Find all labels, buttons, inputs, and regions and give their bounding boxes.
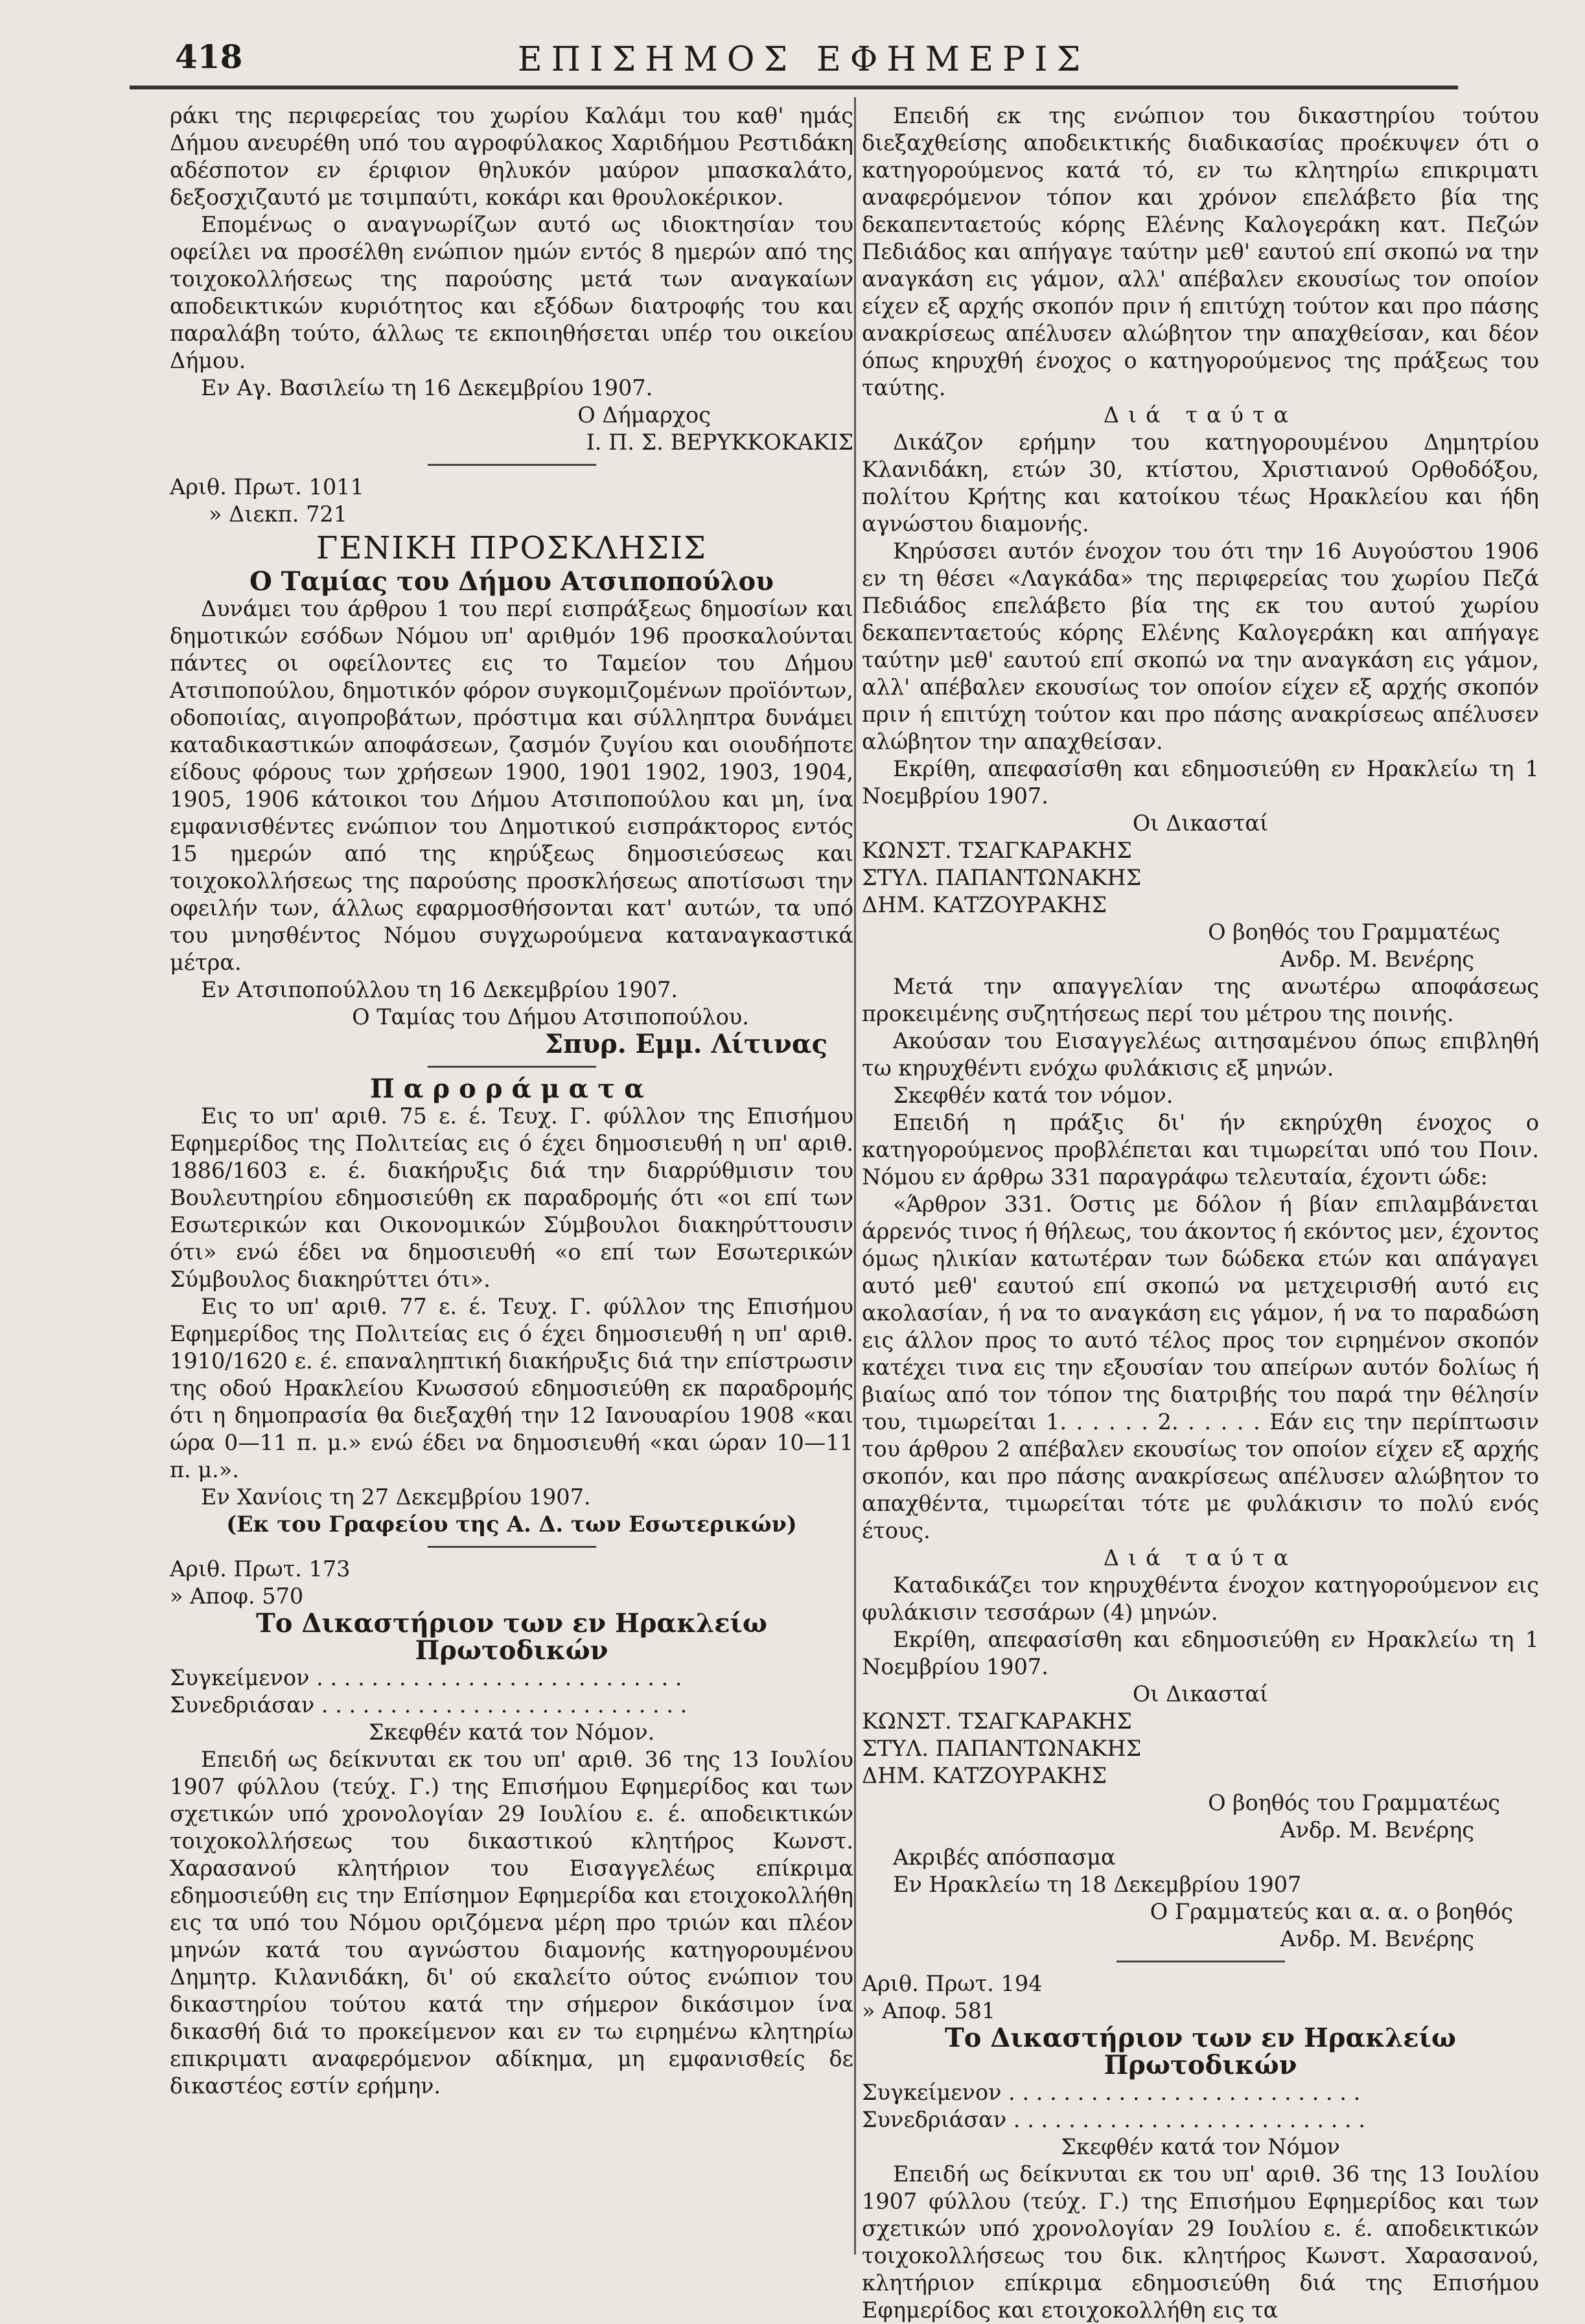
source-note: (Εκ του Γραφείου της Α. Δ. των Εσωτερικών) xyxy=(226,1512,797,1537)
paragraph: Εκρίθη, απεφασίσθη και εδημοσιεύθη εν Ηρακλείω τη 1 Νοεμβρίου 1907. xyxy=(862,1627,1539,1679)
judge-name: ΔΗΜ. ΚΑΤΖΟΥΡΑΚΗΣ xyxy=(862,1763,1107,1788)
considered-line: Σκεφθέν κατά τον Νόμον. xyxy=(368,1720,655,1745)
clerk-title: Ο βοηθός του Γραμματέως xyxy=(1208,919,1500,945)
clerk-name: Ανδρ. Μ. Βενέρης xyxy=(1280,1926,1474,1951)
paragraph: Επειδή η πράξις δι' ήν εκηρύχθη ένοχος ο κατηγορούμενος προβλέπεται και τιμωρείται υπό του Ποιν. Νόμου εν άρθρω 331 παραγράφω τελευταία, έχοντι ώδε: xyxy=(862,1110,1539,1190)
decision-number: » Αποφ. 570 xyxy=(170,1583,304,1609)
column-divider xyxy=(854,97,856,2255)
judge-name: ΣΤΥΛ. ΠΑΠΑΝΤΩΝΑΚΗΣ xyxy=(862,865,1142,890)
dateline: Εν Ατσιποπούλλου τη 16 Δεκεμβρίου 1907. xyxy=(201,977,678,1002)
section-heading: Διά ταύτα xyxy=(1103,1545,1298,1570)
dispatch-number: » Διεκπ. 721 xyxy=(209,501,348,527)
decision-number: » Αποφ. 581 xyxy=(862,1998,996,2023)
judge-name: ΣΤΥΛ. ΠΑΠΑΝΤΩΝΑΚΗΣ xyxy=(862,1736,1142,1761)
paragraph: Ακούσαν του Εισαγγελέως αιτησαμένου όπως επιβληθή τω κηρυχθέντι ενόχω φυλάκισις εξ μηνών. xyxy=(862,1028,1539,1081)
notice-subtitle: Ο Ταμίας του Δήμου Ατσιποπούλου xyxy=(249,566,774,597)
judge-name: ΔΗΜ. ΚΑΤΖΟΥΡΑΚΗΣ xyxy=(862,892,1107,917)
running-title: ΕΠΙΣΗΜΟΣ ΕΦΗΜΕΡΙΣ xyxy=(517,40,1090,79)
paragraph: Εις το υπ' αριθ. 77 ε. έ. Τευχ. Γ. φύλλον της Επισήμου Εφημερίδος της Πολιτείας εις ό έχει δημοσιευθή η υπ' αριθ. 1910/1620 ε. έ. επαναληπτική διακήρυξις διά την επίστρωσιν της οδού Ηρακλείου Κνωσσού εδημοσιεύθη εκ παραδρομής ότι η δημοπρασία θα διεξαχθή την 12 Ιανουαρίου 1908 «και ώρα 0—11 π. μ.» ενώ έδει να δημοσιευθή «και ώραν 10—11 π. μ.». xyxy=(170,1294,853,1482)
paragraph: Επειδή ως δείκνυται εκ του υπ' αριθ. 36 της 13 Ιουλίου 1907 φύλλου (τεύχ. Γ.) της Επισήμου Εφημερίδος και των σχετικών υπό χρονολογίαν 29 Ιουλίου ε. έ. αποδεικτικών τοιχοκολλήσεως του δικ. κλητήρος Κωνστ. Χαρασανού, κλητήριον επίκριμα εδημοσιεύθη διά της Επισήμου Εφημερίδος και ετοιχοκολλήθη εις τα xyxy=(862,2161,1539,2323)
paragraph: Δυνάμει του άρθρου 1 του περί εισπράξεως δημοσίων και δημοτικών εσόδων Νόμου υπ' αριθμόν 196 προσκαλούνται πάντες οι οφείλοντες εις το Ταμείον του Δήμου Ατσιποπούλου, δημοτικόν φόρον συγκομιζομένων προϊόντων, οδοποιίας, αιγοπροβάτων, πρόστιμα και σύλληπτρα δυνάμει καταδικαστικών αποφάσεων, ζασμόν ζυγίου και οιουδήποτε είδους φόρους των χρήσεων 1900, 1901 1902, 1903, 1904, 1905, 1906 κάτοικοι του Δήμου Ατσιποπούλου και μη, ίνα εμφανισθέντες ενώπιον του Δημοτικού εισπράκτορος εντός 15 ημερών από της κηρύξεως δημοσιεύσεως και τοιχοκολλήσεως της παρούσης προσκλήσεως αποτίσωσι την οφειλήν των, άλλως εφαρμοσθήσονται κατ' αυτών, τα υπό του μνησθέντος Νόμου συγχωρούμενα καταναγκαστικά μέτρα. xyxy=(170,596,853,975)
paragraph: Εις το υπ' αριθ. 75 ε. έ. Τευχ. Γ. φύλλον της Επισήμου Εφημερίδος της Πολιτείας εις ό έχει δημοσιευθή η υπ' αριθ. 1886/1603 ε. έ. διακήρυξις διά την διαρρύθμισιν του Βουλευτηρίου εδημοσιεύθη εκ παραδρομής ότι «οι επί των Εσωτερικών και Οικονομικών Σύμβουλοι διακηρύττουσιν ότι» ενώ έδει να δημοσιευθή «ο επί των Εσωτερικών Σύμβουλος διακηρύττει ότι». xyxy=(170,1103,853,1292)
session-line: Συνεδριάσαν . . . . . . . . . . . . . . . . . . . . . . . . . . . xyxy=(170,1692,688,1718)
dateline: Εν Αγ. Βασιλείω τη 16 Δεκεμβρίου 1907. xyxy=(201,375,653,400)
judges-heading: Οι Δικασταί xyxy=(1132,1681,1269,1707)
header-rule xyxy=(130,86,1458,89)
judge-name: ΚΩΝΣΤ. ΤΣΑΓΚΑΡΑΚΗΣ xyxy=(862,838,1132,863)
separator xyxy=(428,1066,596,1068)
paragraph: Κηρύσσει αυτόν ένοχον του ότι την 16 Αυγούστου 1906 εν τη θέσει «Λαγκάδα» της περιφερείας του χωρίου Πεζά Πεδιάδος επελάβετο βία της εκ του αυτού χωρίου δεκαπενταετούς κόρης Ελένης Καλογεράκη και απήγαγε ταύτην μεθ' εαυτού επί σκοπώ να την αναγκάση εις γάμον, αλλ' απέβαλεν εκουσίως τον οποίον είχεν εξ αρχής σκοπόν πριν ή επιτύχη τούτον και προ πάσης ανακρίσεως απέλυσεν αλώβητον την απαχθείσαν. xyxy=(862,538,1539,754)
paragraph: Δικάζον ερήμην του κατηγορουμένου Δημητρίου Κλανιδάκη, ετών 30, κτίστου, Χριστιανού Ορθοδόξου, πολίτου Κρήτης και κατοίκου τέως Ηρακλείου και ήδη αγνώστου διαμονής. xyxy=(862,430,1539,536)
paragraph: Επειδή εκ της ενώπιον του δικαστηρίου τούτου διεξαχθείσης αποδεικτικής διαδικασίας προέκυψεν ότι ο κατηγορούμενος κατά τό, εν τω κλητηρίω επικριματι αναφερόμενον τόπον και χρόνον επελάβετο βία της δεκαπενταετούς κόρης Ελένης Καλογεράκη κατ. Πεζών Πεδιάδος και απήγαγε ταύτην μεθ' εαυτού επί σκοπώ να την αναγκάση εις γάμον, αλλ' απέβαλεν εκουσίως τον οποίον είχεν εξ αρχής σκοπόν πριν ή επιτύχη τούτον και προ πάσης ανακρίσεως απέλυσεν αλώβητον την απαχθείσαν, και δέον όπως κηρυχθή ένοχος ο κατηγορούμενος της πράξεως του ταύτης. xyxy=(862,103,1539,400)
judges-heading: Οι Δικασταί xyxy=(1132,811,1269,836)
certified-copy: Ακριβές απόσπασμα xyxy=(893,1845,1116,1870)
paragraph: ράκι της περιφερείας του χωρίου Καλάμι του καθ' ημάς Δήμου ανευρέθη υπό του αγροφύλακος Χαριδήμου Ρεστιδάκη αδέσποτον εν έριφιον θηλυκόν μαύρον μπασκαλάτο, δεξοσχιζαυτό με τσιμπαύτι, κοκάρι και θρουλοκέρικον. xyxy=(170,103,853,210)
composition-line: Συγκείμενον . . . . . . . . . . . . . . . . . . . . . . . . . . xyxy=(862,2080,1361,2105)
protocol-number: Αριθ. Πρωτ. 194 xyxy=(862,1971,1043,1996)
signature-title: Ο Δήμαρχος xyxy=(577,402,711,428)
protocol-number: Αριθ. Πρωτ. 173 xyxy=(170,1556,351,1582)
paragraph: Μετά την απαγγελίαν της ανωτέρω αποφάσεως προκειμένης συζητήσεως περί του μέτρου της ποινής. xyxy=(862,974,1539,1026)
paragraph: Εκρίθη, απεφασίσθη και εδημοσιεύθη εν Ηρακλείω τη 1 Νοεμβρίου 1907. xyxy=(862,756,1539,809)
protocol-number: Αριθ. Πρωτ. 1011 xyxy=(170,474,364,500)
page-number: 418 xyxy=(175,38,243,76)
clerk-title: Ο βοηθός του Γραμματέως xyxy=(1208,1790,1500,1815)
signature-name: Ι. Π. Σ. ΒΕΡΥΚΚΟΚΑΚΙΣ xyxy=(586,430,853,455)
right-column xyxy=(862,102,1539,2324)
separator xyxy=(428,464,596,466)
paragraph: Επομένως ο αναγνωρίζων αυτό ως ιδιοκτησίαν του οφείλει να προσέλθη ενώπιον ημών εντός 8 ημερών από της τοιχοκολλήσεως της παρούσης μετά των αναγκαίων αποδεικτικών κυριότητος και εξόδων διατροφής του και παραλάβη τούτο, άλλως τε εκποιηθήσεται υπέρ του οικείου Δήμου. xyxy=(170,212,853,373)
clerk-name: Ανδρ. Μ. Βενέρης xyxy=(1280,947,1474,972)
court-title: Το Δικαστήριον των εν Ηρακλείω Πρωτοδικών xyxy=(945,2023,1456,2080)
left-column xyxy=(170,102,853,2100)
section-title: Παροράματα xyxy=(370,1074,653,1104)
clerk-title: Ο Γραμματεύς και α. α. ο βοηθός xyxy=(1150,1899,1513,1924)
considered-line: Σκεφθέν κατά τον Νόμον xyxy=(1061,2134,1340,2159)
composition-line: Συγκείμενον . . . . . . . . . . . . . . . . . . . . . . . . . . . xyxy=(170,1665,682,1690)
dateline: Εν Χανίοις τη 27 Δεκεμβρίου 1907. xyxy=(201,1484,591,1510)
signature-name: Σπυρ. Εμμ. Λίτινας xyxy=(544,1029,827,1059)
paragraph: «Άρθρον 331. Όστις με δόλον ή βίαν επιλαμβάνεται άρρενός τινος ή θήλεως, του άκοντος ή εκόντος μεν, έχοντος όμως ηλικίαν κατωτέραν των δώδεκα ετών και απάγαγει αυτό μεθ' εαυτού επί σκοπώ να μετχειρισθή αυτό εις ακολασίαν, ή να το αναγκάση εις γάμον, ή να το παραδώση εις άλλον προς το αυτό τέλος προς τον ειρημένον σκοπόν κατέχει τινα εις την εξουσίαν του απείρων αυτόν δολίως ή βιαίως από τον τόπον της διατριβής του παρά την θέλησίν του, τιμωρείται 1. . . . . . 2. . . . . . Εάν εις την περίπτωσιν του άρθρου 2 απέβαλεν εκουσίως τον οποίον είχεν εξ αρχής σκοπόν, και προ πάσης ανακρίσεως απέλυσεν αλώβητον το απαχθέντα, τιμωρείται τότε με φυλάκισιν το πολύ ενός έτους. xyxy=(862,1191,1539,1543)
separator xyxy=(1116,1961,1285,1962)
paragraph: Καταδικάζει τον κηρυχθέντα ένοχον κατηγορούμενον εις φυλάκισιν τεσσάρων (4) μηνών. xyxy=(862,1572,1539,1625)
dateline: Εν Ηρακλείω τη 18 Δεκεμβρίου 1907 xyxy=(893,1872,1302,1897)
separator xyxy=(428,1546,596,1548)
judge-name: ΚΩΝΣΤ. ΤΣΑΓΚΑΡΑΚΗΣ xyxy=(862,1708,1132,1734)
section-heading: Διά ταύτα xyxy=(1103,402,1298,428)
court-title: Το Δικαστήριον των εν Ηρακλείω Πρωτοδικών xyxy=(256,1608,767,1666)
session-line: Συνεδριάσαν . . . . . . . . . . . . . . . . . . . . . . . . . . xyxy=(862,2107,1365,2132)
paragraph: Σκεφθέν κατά τον νόμον. xyxy=(893,1083,1174,1108)
notice-title: ΓΕΝΙΚΗ ΠΡΟΣΚΛΗΣΙΣ xyxy=(316,530,707,566)
paragraph: Επειδή ως δείκνυται εκ του υπ' αριθ. 36 της 13 Ιουλίου 1907 φύλλου (τεύχ. Γ.) της Επισήμου Εφημερίδος και των σχετικών υπό χρονολογίαν 29 Ιουλίου ε. έ. αποδεικτικών τοιχοκολλήσεως του δικαστικού κλητήρος Κωνστ. Χαρασανού κλητήριον του Εισαγγελέως επίκριμα εδημοσιεύθη εις την Επίσημον Εφημερίδα και ετοιχοκολλήθη εις τα υπό του Νόμου οριζόμενα μέρη προ τριών και πλέον μηνών κατά του αγνώστου διαμονής κατηγορουμένου Δημητρ. Κιλανιδάκη, δι' ού εκαλείτο ούτος ενώπιον του δικαστηρίου τούτου κατά την σήμερον δικάσιμον ίνα δικασθή διά το προκείμενον και εν τω ειρημένω κλητηρίω επικριματι αναφερόμενον αδίκημα, μη εμφανισθείς δε δικαστέος εστίν ερήμην. xyxy=(170,1747,853,2099)
clerk-name: Ανδρ. Μ. Βενέρης xyxy=(1280,1817,1474,1843)
signature-title: Ο Ταμίας του Δήμου Ατσιποπούλου. xyxy=(352,1004,749,1030)
